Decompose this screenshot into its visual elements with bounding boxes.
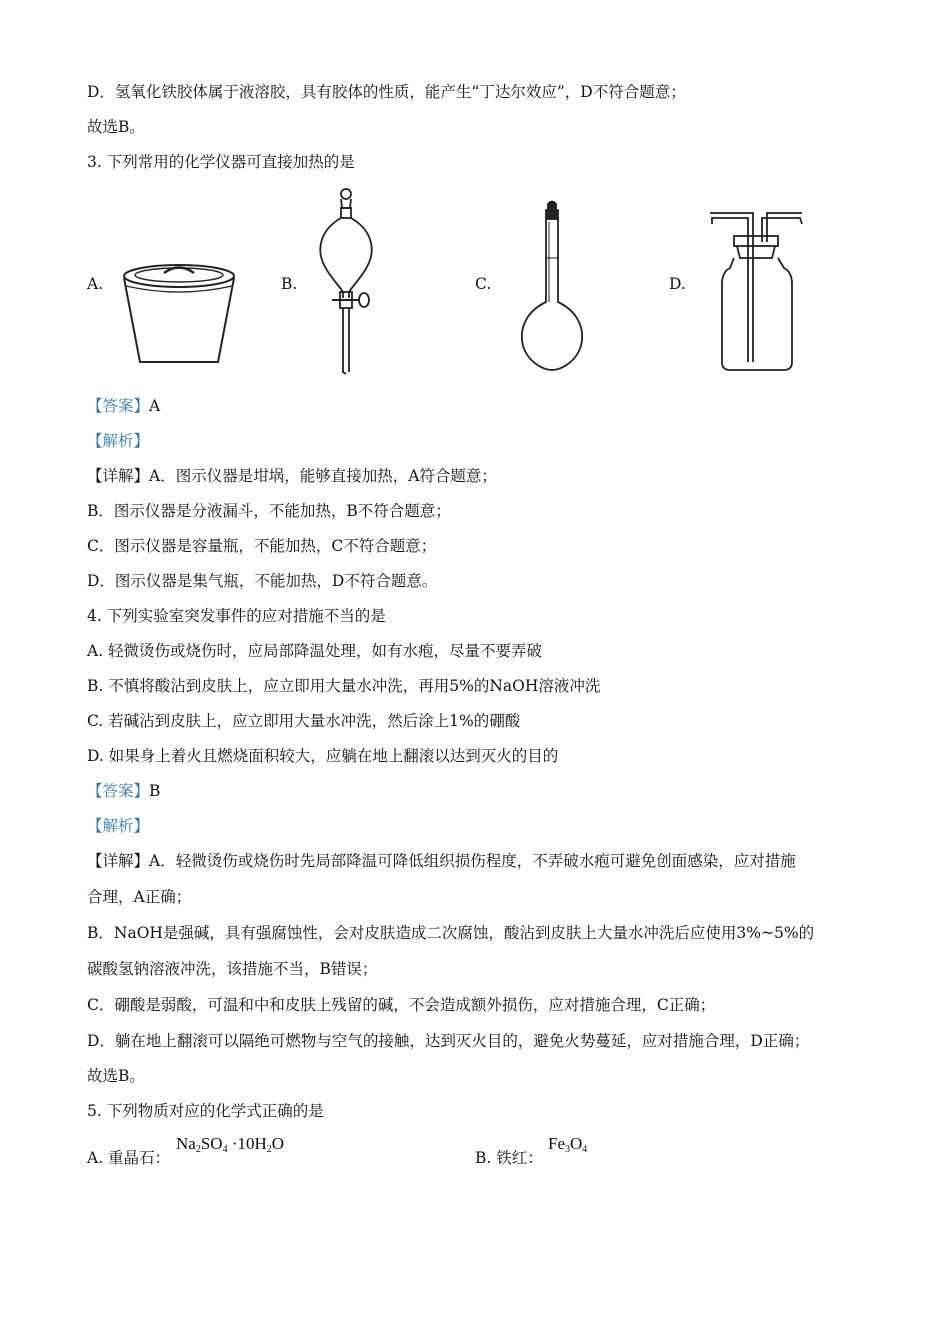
q5-option-b-label: B. 铁红： — [475, 1149, 543, 1167]
option-line: C. 若碱沾到皮肤上，应立即用大量水冲洗，然后涂上1%的硼酸 — [87, 712, 521, 730]
detail-tag: 【详解】 — [87, 852, 150, 870]
answer-tag: 【答案】 — [87, 397, 150, 415]
option-line: D. 如果身上着火且燃烧面积较大，应躺在地上翻滚以达到灭火的目的 — [87, 747, 559, 765]
volumetric-flask-icon — [515, 198, 595, 374]
gas-collecting-bottle-icon — [704, 212, 808, 374]
text-line: D．氢氧化铁胶体属于液溶胶，具有胶体的性质，能产生“丁达尔效应”，D不符合题意； — [87, 83, 686, 101]
answer-line — [87, 781, 160, 801]
option-line: B. 不慎将酸沾到皮肤上，应立即用大量水冲洗，再用5%的NaOH溶液冲洗 — [87, 677, 601, 695]
answer-value: B — [149, 782, 161, 800]
detail-line: 碳酸氢钠溶液冲洗，该措施不当，B错误； — [87, 960, 378, 978]
separatory-funnel-icon — [316, 186, 376, 376]
question-4: 4. 下列实验室突发事件的应对措施不当的是 — [87, 607, 386, 625]
detail-line: 合理，A正确； — [87, 888, 192, 906]
detail-line: C．硼酸是弱酸，可温和中和皮肤上残留的碱，不会造成额外损伤，应对措施合理，C正确； — [87, 996, 716, 1014]
text-line: 故选B。 — [87, 118, 145, 136]
answer-tag: 【答案】 — [87, 782, 150, 800]
option-line: A. 轻微烫伤或烧伤时，应局部降温处理，如有水疱，尽量不要弄破 — [87, 642, 543, 660]
option-a-label: A. — [87, 275, 104, 293]
detail-line: C．图示仪器是容量瓶，不能加热，C不符合题意； — [87, 537, 437, 555]
detail-line — [87, 466, 497, 486]
answer-value: A — [149, 397, 161, 415]
option-b-label: B. — [281, 275, 298, 293]
option-c-label: C. — [475, 275, 492, 293]
detail-line: B．图示仪器是分液漏斗，不能加热，B不符合题意； — [87, 502, 451, 520]
question-3: 3. 下列常用的化学仪器可直接加热的是 — [87, 153, 355, 171]
detail-tag: 【详解】 — [87, 467, 150, 485]
answer-line — [87, 396, 160, 416]
detail-text: A．轻微烫伤或烧伤时先局部降温可降低组织损伤程度，不弄破水疱可避免创面感染，应对措施 — [149, 852, 796, 870]
q5-option-a-label: A. 重晶石： — [87, 1149, 171, 1167]
analysis-tag: 【解析】 — [87, 432, 150, 450]
detail-text: A．图示仪器是坩埚，能够直接加热，A符合题意； — [149, 467, 497, 485]
analysis-tag: 【解析】 — [87, 817, 150, 835]
detail-line — [87, 851, 796, 871]
detail-line: D．图示仪器是集气瓶，不能加热，D不符合题意。 — [87, 572, 438, 590]
option-d-label: D. — [669, 275, 686, 293]
detail-line: B．NaOH是强碱，具有强腐蚀性，会对皮肤造成二次腐蚀，酸沾到皮肤上大量水冲洗后应使用3%~5%的 — [87, 924, 815, 942]
question-5: 5. 下列物质对应的化学式正确的是 — [87, 1102, 324, 1120]
formula-barite: $Na_2SO_4 \cdot 10H_2O$ — [176, 1134, 285, 1155]
formula-iron-red: $Fe_3O_4$ — [548, 1134, 588, 1155]
crucible-icon — [118, 258, 240, 366]
detail-line: D．躺在地上翻滚可以隔绝可燃物与空气的接触，达到灭火目的，避免火势蔓延，应对措施合理，D正确； — [87, 1032, 810, 1050]
conclusion-line: 故选B。 — [87, 1067, 145, 1085]
